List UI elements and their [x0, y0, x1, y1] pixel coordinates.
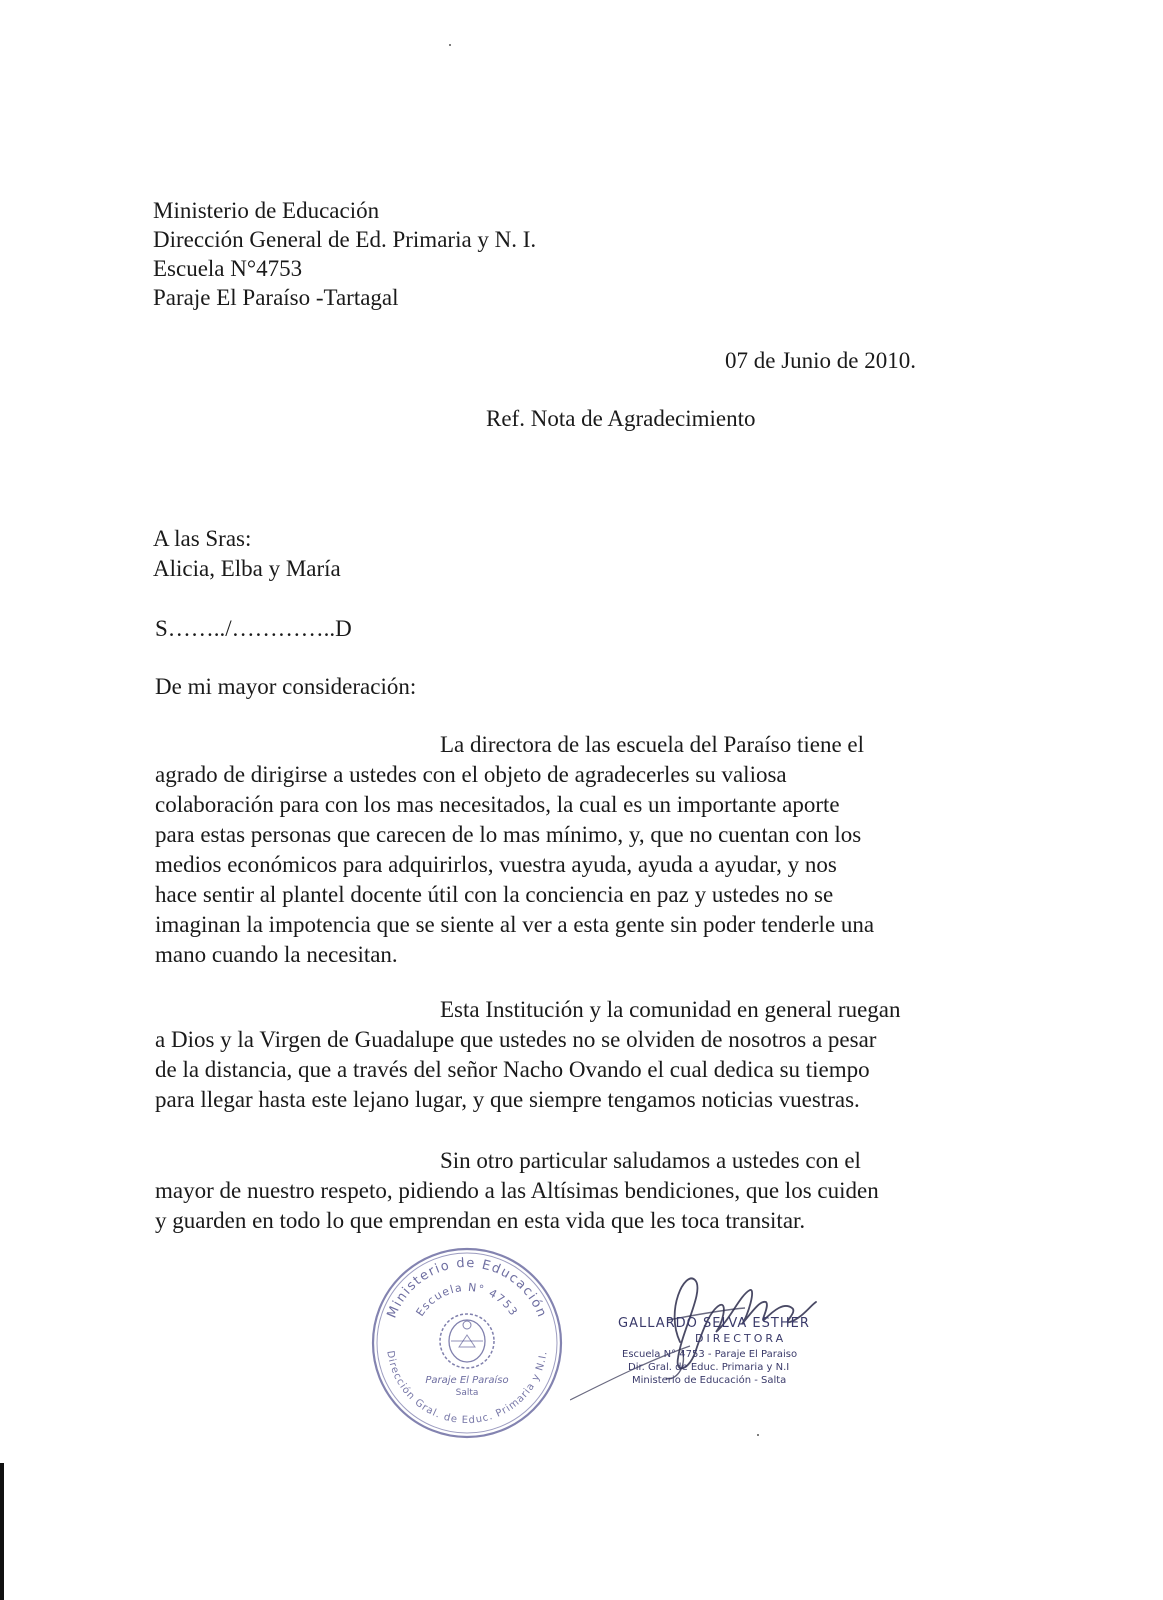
paragraph-line: Sin otro particular saludamos a ustedes con el: [440, 1148, 861, 1173]
school-stamp: [367, 1243, 567, 1443]
recipient-title: A las Sras:: [153, 526, 252, 551]
paragraph-line: para llegar hasta este lejano lugar, y que siempre tengamos noticias vuestras.: [155, 1087, 860, 1112]
stamp-side-text: Dirección Gral. de Educ. Primaria y N.I.: [384, 1349, 550, 1427]
paragraph-line: de la distancia, que a través del señor Nacho Ovando el cual dedica su tiempo: [155, 1057, 870, 1082]
paragraph-line: agrado de dirigirse a ustedes con el objeto de agradecerles su valiosa: [155, 762, 787, 787]
paragraph-line: y guarden en todo lo que emprendan en esta vida que les toca transitar.: [155, 1208, 806, 1233]
paragraph-line: mayor de nuestro respeto, pidiendo a las Altísimas bendiciones, que los cuiden: [155, 1178, 879, 1203]
letterhead-school: Escuela N°4753: [153, 256, 303, 281]
recipient-names: Alicia, Elba y María: [153, 556, 341, 581]
letter-date: 07 de Junio de 2010.: [725, 348, 917, 373]
letterhead-direction: Dirección General de Ed. Primaria y N. I.: [153, 227, 537, 252]
signature-line-direction: Dir. Gral. de Educ. Primaria y N.I: [628, 1362, 790, 1373]
stamp-center-top: Paraje El Paraíso: [425, 1375, 509, 1386]
paragraph-line: mano cuando la necesitan.: [155, 942, 398, 967]
svg-text:Escuela N° 4753: [413, 1281, 520, 1319]
stamp-center-bottom: Salta: [455, 1388, 479, 1398]
signature-block: [570, 1250, 850, 1430]
paragraph-line: para estas personas que carecen de lo mas mínimo, y, que no cuentan con los: [155, 822, 862, 847]
paragraph-prayer: [155, 995, 900, 1115]
paragraph-line: a Dios y la Virgen de Guadalupe que ustedes no se olviden de nosotros a pesar: [155, 1027, 877, 1052]
letter-reference: Ref. Nota de Agradecimiento: [486, 406, 756, 431]
letterhead: [153, 196, 536, 312]
salutation-sd: S……../…………..D: [155, 616, 352, 641]
scan-speck: [449, 44, 451, 46]
paragraph-line: colaboración para con los mas necesitados, la cual es un importante aporte: [155, 792, 840, 817]
paragraph-thanks: [155, 730, 874, 970]
paragraph-line: Esta Institución y la comunidad en general ruegan: [440, 997, 901, 1022]
signature-line-school: Escuela N° 4753 - Paraje El Paraiso: [622, 1349, 798, 1360]
letterhead-ministry: Ministerio de Educación: [153, 198, 380, 223]
paragraph-closing: [155, 1146, 879, 1236]
signature-role: DIRECTORA: [695, 1332, 787, 1345]
letterhead-location: Paraje El Paraíso -Tartagal: [153, 285, 399, 310]
stamp-seal-icon: [367, 1243, 567, 1443]
signature-name: GALLARDO SELVA ESTHER: [618, 1316, 810, 1331]
scan-speck: [757, 1434, 759, 1436]
paragraph-line: medios económicos para adquirirlos, vuestra ayuda, ayuda a ayudar, y nos: [155, 852, 837, 877]
stamp-outer-text: Ministerio de Educación: [384, 1255, 550, 1321]
stamp-school-text: Escuela N° 4753: [413, 1280, 521, 1319]
greeting: De mi mayor consideración:: [155, 674, 417, 699]
paragraph-line: imaginan la impotencia que se siente al ver a esta gente sin poder tenderle una: [155, 912, 875, 937]
scan-edge-mark: [0, 1463, 4, 1600]
recipient: [153, 524, 341, 584]
paragraph-line: La directora de las escuela del Paraíso tiene el: [440, 732, 865, 757]
signature-line-ministry: Ministerio de Educación - Salta: [632, 1375, 787, 1386]
paragraph-line: hace sentir al plantel docente útil con la conciencia en paz y ustedes no se: [155, 882, 834, 907]
